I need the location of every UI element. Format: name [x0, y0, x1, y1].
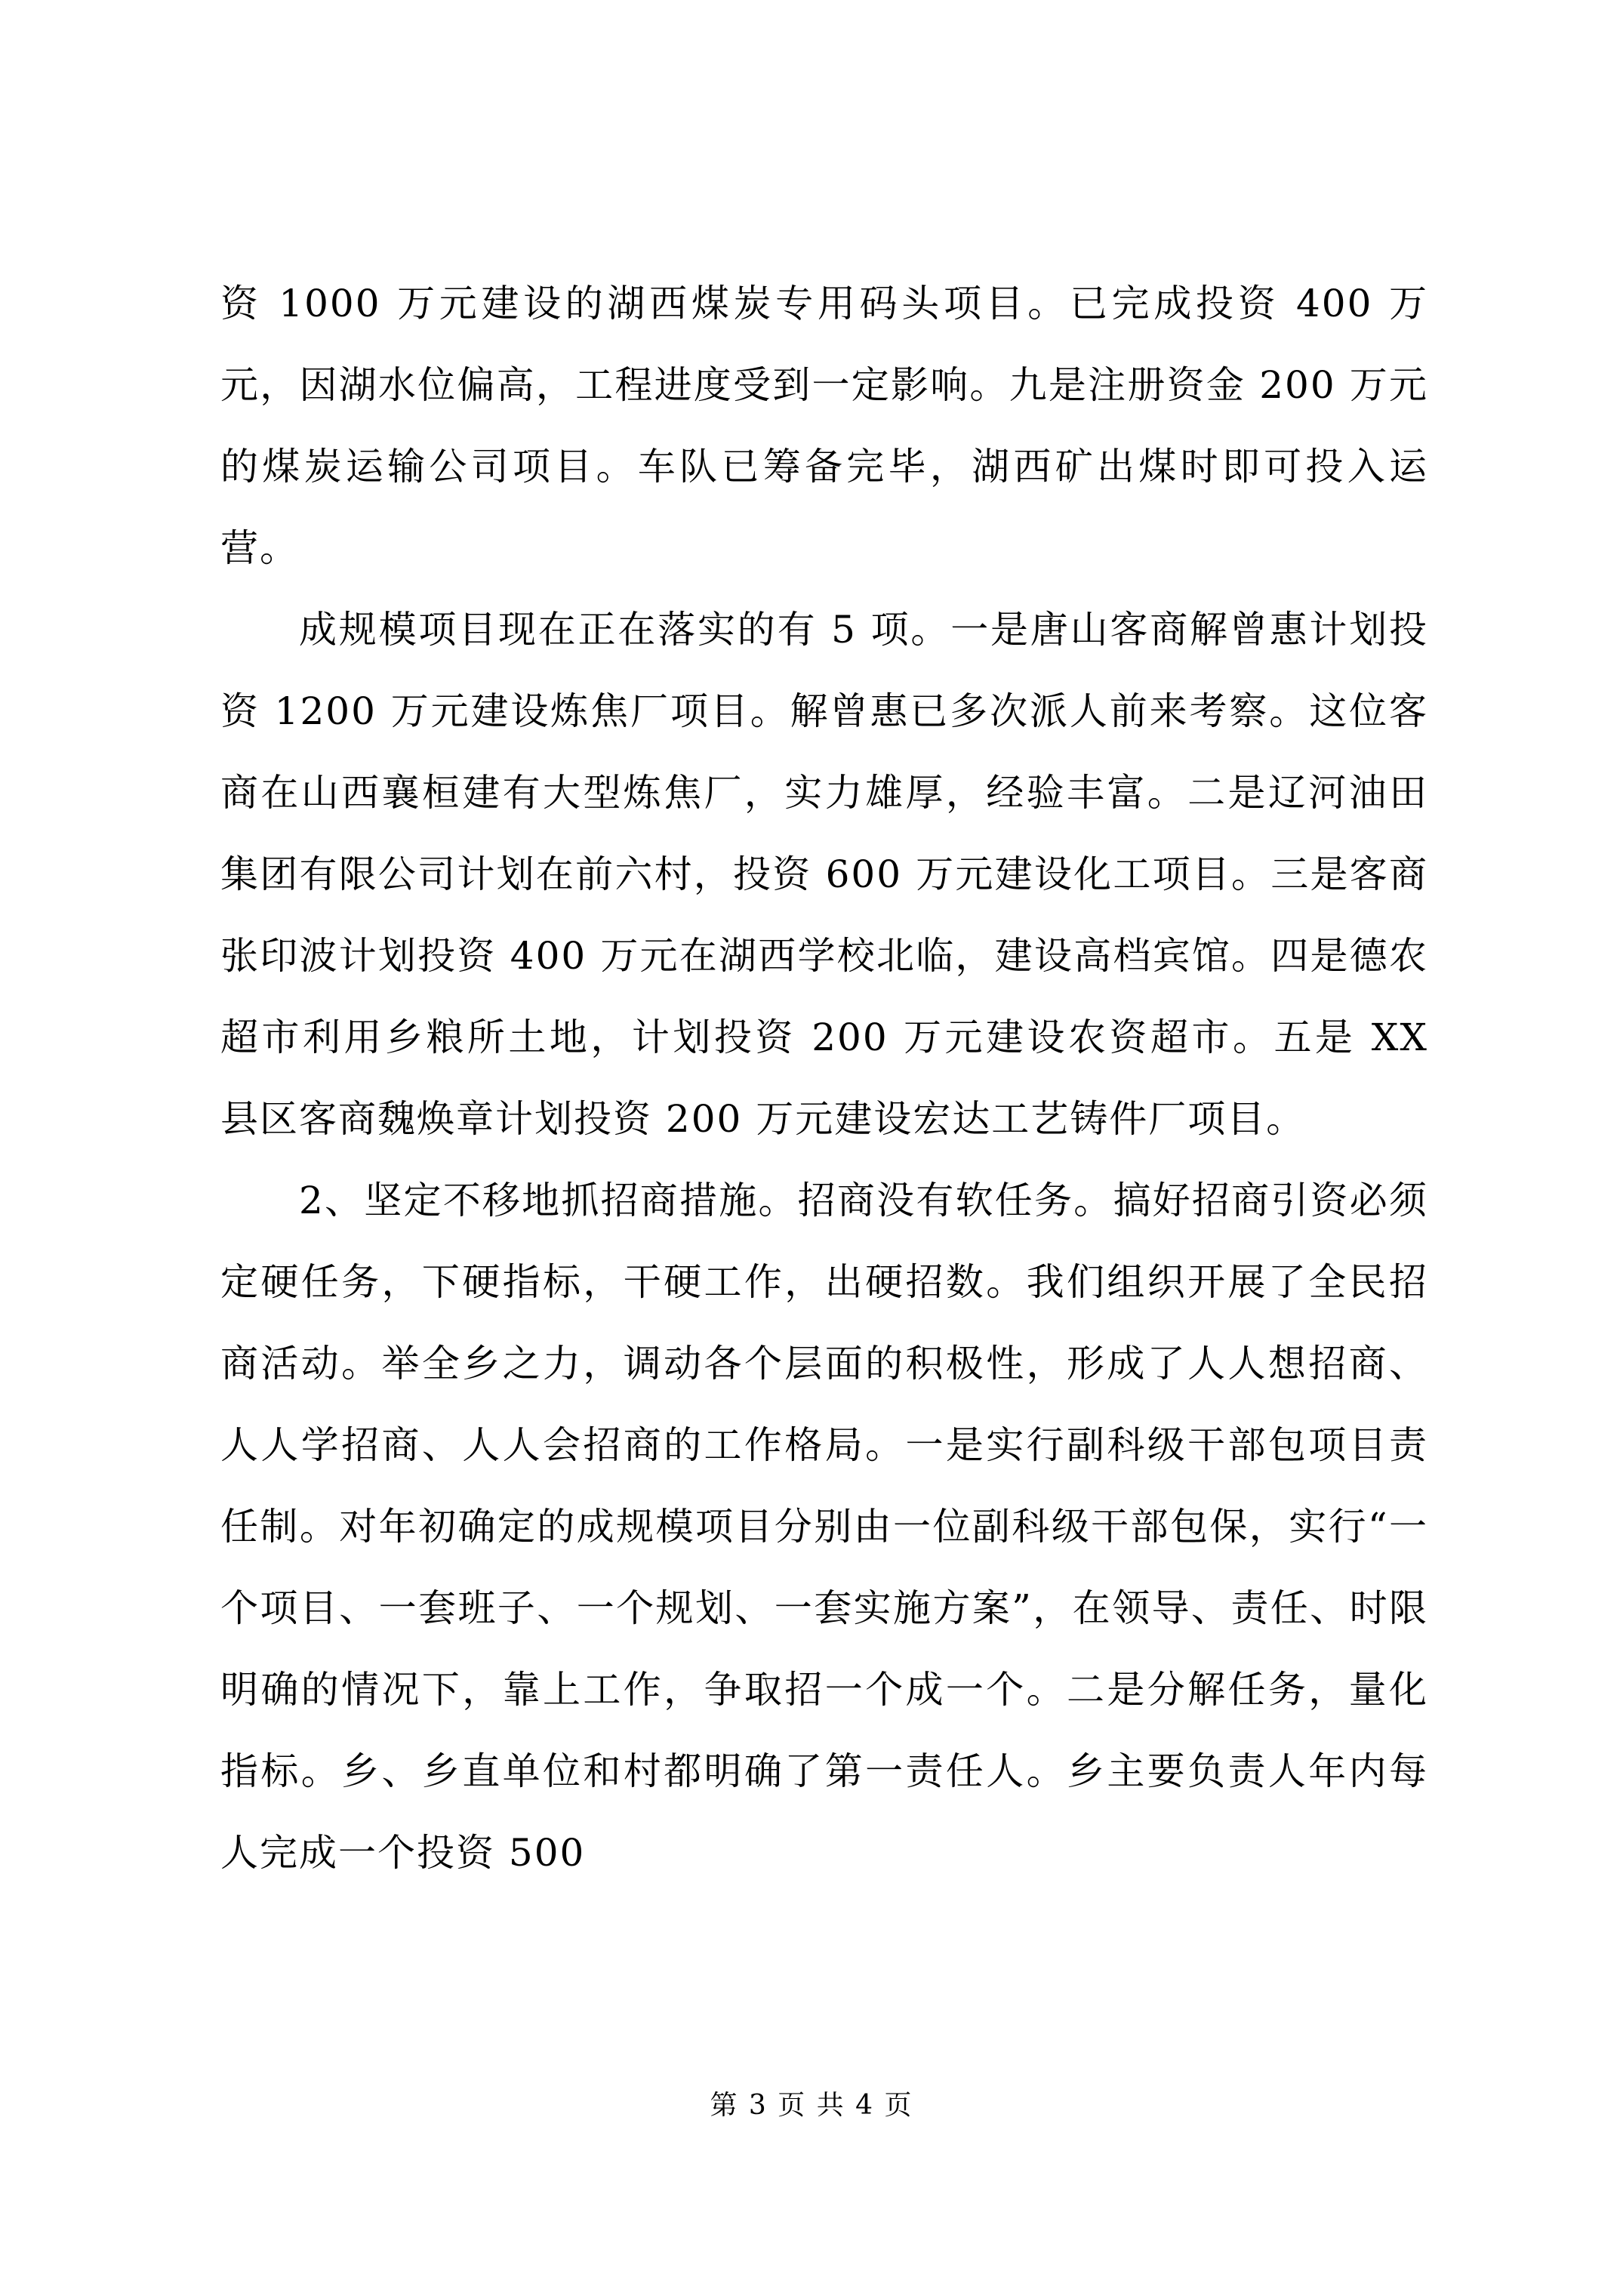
paragraph-3: 2、坚定不移地抓招商措施。招商没有软任务。搞好招商引资必须定硬任务，下硬指标，干硬工作，出硬招数。我们组织开展了全民招商活动。举全乡之力，调动各个层面的积极性，形成了人人想招商、人人学招商、人人会招商的工作格局。一是实行副科级干部包项目责任制。对年初确定的成规模项目分别由一位副科级干部包保，实行“一个项目、一套班子、一个规划、一套实施方案”，在领导、责任、时限明确的情况下，靠上工作，争取招一个成一个。二是分解任务，量化指标。乡、乡直单位和村都明确了第一责任人。乡主要负责人年内每人完成一个投资 500 — [220, 1179, 1428, 1875]
page-footer: 第 3 页 共 4 页 — [710, 2090, 913, 2121]
body-text — [220, 263, 1428, 1894]
paragraph-1: 资 1000 万元建设的湖西煤炭专用码头项目。已完成投资 400 万元，因湖水位偏高，工程进度受到一定影响。九是注册资金 200 万元的煤炭运输公司项目。车队已筹备完毕，湖西矿出煤时即可投入运营。 — [220, 282, 1428, 570]
paragraph-2: 成规模项目现在正在落实的有 5 项。一是唐山客商解曾惠计划投资 1200 万元建设炼焦厂项目。解曾惠已多次派人前来考察。这位客商在山西襄桓建有大型炼焦厂，实力雄厚，经验丰富。二是辽河油田集团有限公司计划在前六村，投资 600 万元建设化工项目。三是客商张印波计划投资 400 万元在湖西学校北临，建设高档宾馆。四是德农超市利用乡粮所土地，计划投资 200 万元建设农资超市。五是 XX 县区客商魏焕章计划投资 200 万元建设宏达工艺铸件厂项目。 — [220, 608, 1428, 1141]
